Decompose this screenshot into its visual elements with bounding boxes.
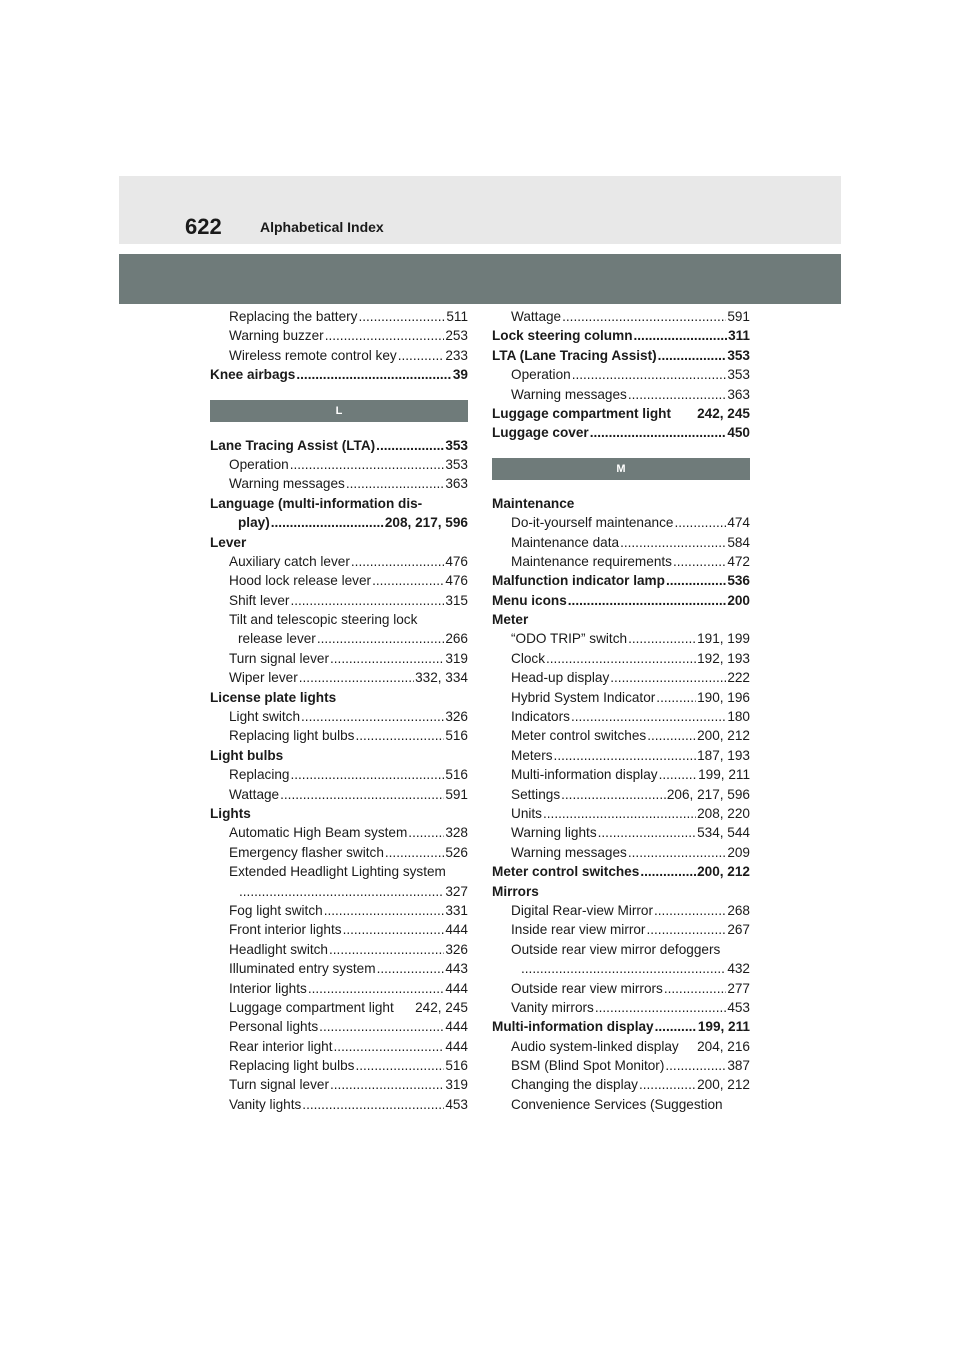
index-entry-label: Warning messages — [511, 386, 627, 402]
section-title: Alphabetical Index — [260, 219, 384, 235]
index-entry-label: Meter control switches — [511, 728, 647, 744]
index-entry-label: Replacing the battery — [229, 309, 358, 324]
index-heading: Meter — [492, 612, 529, 628]
index-entry-pages: 476 — [445, 553, 468, 569]
index-entry-label: Operation — [511, 367, 571, 383]
index-heading: Lights — [210, 805, 251, 821]
index-entry-pages: 353 — [727, 367, 750, 383]
index-entry-pages: 208, 220 — [697, 805, 750, 821]
index-entry-label: BSM (Blind Spot Monitor) — [511, 1058, 665, 1074]
index-entry — [492, 365, 750, 384]
index-entry — [210, 326, 468, 345]
index-entry-label: Maintenance requirements — [511, 553, 672, 569]
index-entry — [492, 920, 750, 939]
index-entry-label: Wattage — [511, 309, 562, 324]
index-entry — [210, 365, 468, 384]
index-entry-pages: 209 — [727, 844, 750, 860]
index-entry — [492, 823, 750, 842]
index-entry — [492, 901, 750, 920]
dot-leader — [290, 765, 444, 784]
index-entry-pages: 190, 196 — [697, 689, 750, 705]
index-entry — [492, 423, 750, 442]
index-entry — [492, 571, 750, 590]
index-entry-label: release lever — [238, 631, 316, 647]
index-entry — [492, 629, 750, 648]
dot-leader — [628, 843, 726, 862]
index-entry — [492, 746, 750, 765]
index-entry-label: Automatic High Beam system — [229, 825, 408, 841]
index-entry — [210, 707, 468, 726]
dot-leader — [673, 552, 726, 571]
index-entry-label: Units — [511, 805, 542, 821]
index-entry-label: Meter control switches — [492, 864, 640, 880]
index-heading: Language (multi-information dis- — [210, 495, 423, 511]
index-entry-pages: 200, 212 — [697, 864, 750, 880]
index-entry-label: play) — [238, 515, 270, 531]
index-entry — [492, 1017, 750, 1036]
index-entry — [492, 765, 750, 784]
index-entry-label: Digital Rear-view Mirror — [511, 902, 653, 918]
index-entry-label: Clock — [511, 650, 545, 666]
index-entry-pages: 353 — [445, 456, 468, 472]
dot-leader — [290, 591, 444, 610]
index-entry-pages: 191, 199 — [697, 631, 750, 647]
index-entry-pages: 208, 217, 596 — [384, 515, 468, 531]
index-entry-pages: 450 — [727, 425, 750, 441]
dot-leader — [654, 901, 726, 920]
index-entry-pages: 199, 211 — [698, 767, 750, 783]
index-entry-label: Turn signal lever — [229, 1077, 329, 1093]
dot-leader — [562, 307, 726, 326]
index-entry-label: Warning buzzer — [229, 328, 324, 344]
index-entry-pages: 200 — [727, 592, 750, 608]
index-entry-pages: 222 — [727, 670, 750, 686]
index-entry-label: Hood lock release lever — [229, 573, 372, 589]
index-column-right — [492, 307, 750, 1114]
index-entry-label: Fog light switch — [229, 902, 323, 918]
index-entry — [210, 959, 468, 978]
dot-leader — [280, 785, 444, 804]
index-entry-pages: 277 — [727, 980, 750, 996]
index-heading: Maintenance — [492, 495, 575, 511]
index-entry — [210, 455, 468, 474]
dot-leader — [296, 365, 452, 384]
index-entry-label: Wireless remote control key — [229, 347, 397, 363]
index-column-left — [210, 307, 468, 1114]
index-entry-label: Head-up display — [511, 670, 610, 686]
index-entry-pages: 192, 193 — [697, 650, 750, 666]
dot-leader — [658, 346, 727, 365]
index-entry-pages: 266 — [445, 631, 468, 647]
index-heading: Mirrors — [492, 883, 539, 899]
index-heading: Light bulbs — [210, 747, 284, 763]
index-entry-pages: 331 — [445, 902, 468, 918]
index-entry-label: Lock steering column — [492, 328, 633, 344]
index-entry — [210, 823, 468, 842]
index-entry-label: Shift lever — [229, 592, 290, 608]
dot-leader — [355, 1056, 444, 1075]
index-entry-label: Operation — [229, 456, 289, 472]
index-entry — [492, 404, 750, 423]
index-entry-pages: 242, 245 — [415, 999, 468, 1015]
dot-leader — [610, 668, 726, 687]
index-entry-label: Malfunction indicator lamp — [492, 573, 665, 589]
index-heading: License plate lights — [210, 689, 337, 705]
index-entry-label: Emergency flasher switch — [229, 844, 384, 860]
dot-leader — [640, 862, 696, 881]
index-entry-label: LTA (Lane Tracing Assist) — [492, 347, 657, 363]
index-entry — [492, 513, 750, 532]
index-entry — [492, 688, 750, 707]
index-entry — [492, 326, 750, 345]
dot-leader — [398, 346, 445, 365]
index-entry — [492, 533, 750, 552]
dot-leader — [639, 1075, 696, 1094]
dot-leader — [659, 765, 698, 784]
dot-leader — [308, 979, 444, 998]
index-entry — [210, 1017, 468, 1036]
index-entry — [492, 552, 750, 571]
index-entry-label: Do-it-yourself maintenance — [511, 515, 674, 531]
index-entry — [210, 571, 468, 590]
index-entry-label: Illuminated entry system — [229, 961, 376, 977]
index-entry-pages: 268 — [727, 902, 750, 918]
index-entry — [210, 552, 468, 571]
index-entry — [210, 843, 468, 862]
dot-leader — [656, 688, 696, 707]
dot-leader — [301, 707, 444, 726]
index-entry-pages: 534, 544 — [697, 825, 750, 841]
index-entry-label: Knee airbags — [210, 367, 296, 383]
index-entry — [210, 785, 468, 804]
dot-leader — [546, 649, 696, 668]
index-entry-label: Changing the display — [511, 1077, 638, 1093]
index-entry — [210, 901, 468, 920]
index-entry — [492, 707, 750, 726]
index-entry-pages: 326 — [445, 709, 468, 725]
index-entry-label: Multi-information display — [492, 1019, 654, 1035]
index-entry-label: Light switch — [229, 709, 301, 725]
index-entry-pages: 319 — [445, 650, 468, 666]
header-dark-band — [119, 254, 841, 304]
index-entry-label: Warning lights — [511, 825, 597, 841]
index-entry-label: Wattage — [229, 786, 280, 802]
index-entry-pages: 444 — [445, 922, 468, 938]
index-entry-label: Lane Tracing Assist (LTA) — [210, 437, 376, 453]
dot-leader — [271, 513, 384, 532]
index-entry-pages: 387 — [727, 1058, 750, 1074]
index-entry-pages: 39 — [452, 367, 468, 383]
dot-leader — [598, 823, 696, 842]
index-entry-label: Vanity lights — [229, 1096, 302, 1112]
dot-leader — [239, 882, 444, 901]
index-entry — [492, 862, 750, 881]
index-entry — [492, 843, 750, 862]
index-entry-pages: 536 — [727, 573, 750, 589]
index-entry-pages: 516 — [445, 767, 468, 783]
index-entry — [492, 346, 750, 365]
index-entry-label: Replacing light bulbs — [229, 1058, 355, 1074]
dot-leader — [628, 385, 726, 404]
index-entry — [492, 385, 750, 404]
index-entry-label: Multi-information display — [511, 767, 658, 783]
index-entry-label: Hybrid System Indicator — [511, 689, 656, 705]
index-entry — [210, 1075, 468, 1094]
dot-leader — [325, 326, 445, 345]
index-entry-label: Personal lights — [229, 1019, 319, 1035]
dot-leader — [329, 940, 444, 959]
dot-leader — [290, 455, 445, 474]
letter-heading: M — [492, 458, 750, 480]
index-entry-pages: 187, 193 — [697, 747, 750, 763]
index-subheading: Convenience Services (Suggestion — [511, 1096, 723, 1112]
index-entry-pages: 516 — [445, 1058, 468, 1074]
index-entry-pages: 233 — [445, 347, 468, 363]
index-entry-label: Luggage cover — [492, 425, 589, 441]
index-entry-label: Indicators — [511, 709, 570, 725]
index-entry-label: Luggage compartment light — [492, 405, 671, 421]
index-entry-label: Rear interior light — [229, 1038, 333, 1054]
index-entry — [210, 591, 468, 610]
dot-leader — [646, 920, 726, 939]
dot-leader — [358, 307, 445, 326]
index-subheading: Extended Headlight Lighting system — [229, 864, 446, 880]
dot-leader — [543, 804, 696, 823]
dot-leader — [674, 513, 726, 532]
index-entry-label: Headlight switch — [229, 941, 328, 957]
index-entry-label: Replacing light bulbs — [229, 728, 355, 744]
index-entry-pages: 315 — [445, 592, 468, 608]
dot-leader — [628, 629, 696, 648]
index-entry-pages: 253 — [445, 328, 468, 344]
page-number: 622 — [185, 214, 222, 239]
index-entry-pages: 591 — [445, 786, 468, 802]
index-entry-label: Menu icons — [492, 592, 567, 608]
index-entry-pages: 591 — [727, 309, 750, 324]
index-entry — [492, 726, 750, 745]
index-entry-pages: 180 — [727, 709, 750, 725]
index-entry-label: Warning messages — [229, 476, 345, 492]
index-entry-pages: 204, 216 — [697, 1038, 750, 1054]
index-entry-pages: 332, 334 — [415, 670, 468, 686]
index-entry — [492, 649, 750, 668]
index-entry — [492, 785, 750, 804]
index-entry-pages: 363 — [445, 476, 468, 492]
index-entry — [210, 998, 468, 1017]
index-entry — [492, 979, 750, 998]
index-entry-pages: 444 — [445, 1019, 468, 1035]
index-entry-pages: 472 — [727, 553, 750, 569]
index-entry-pages: 584 — [727, 534, 750, 550]
index-entry-pages: 327 — [445, 883, 468, 899]
index-entry — [210, 513, 468, 532]
index-entry — [492, 1056, 750, 1075]
index-entry-label: Inside rear view mirror — [511, 922, 646, 938]
index-entry-pages: 432 — [727, 961, 750, 977]
index-entry — [210, 882, 468, 901]
index-entry-pages: 444 — [445, 980, 468, 996]
index-entry-pages: 326 — [445, 941, 468, 957]
index-entry — [492, 804, 750, 823]
index-entry — [210, 920, 468, 939]
index-entry — [210, 436, 468, 455]
index-entry-label: Auxiliary catch lever — [229, 553, 350, 569]
index-heading: Lever — [210, 534, 247, 550]
index-entry — [210, 940, 468, 959]
index-entry-pages: 453 — [727, 999, 750, 1015]
index-entry-label: Warning messages — [511, 844, 627, 860]
index-entry-pages: 311 — [728, 328, 750, 344]
dot-leader — [355, 726, 444, 745]
dot-leader — [302, 1095, 444, 1114]
index-entry-label: Wiper lever — [229, 670, 298, 686]
dot-leader — [330, 649, 444, 668]
index-entry-label: “ODO TRIP” switch — [511, 631, 628, 647]
dot-leader — [377, 959, 445, 978]
dot-leader — [372, 571, 444, 590]
index-entry-pages: 443 — [445, 961, 468, 977]
index-entry-pages: 453 — [445, 1096, 468, 1112]
index-entry-pages: 267 — [727, 922, 750, 938]
dot-leader — [319, 1017, 444, 1036]
index-entry — [492, 591, 750, 610]
index-entry — [210, 979, 468, 998]
index-entry — [492, 998, 750, 1017]
index-entry-label: Turn signal lever — [229, 650, 329, 666]
dot-leader — [385, 843, 444, 862]
header-band — [119, 176, 841, 244]
index-entry-label: Settings — [511, 786, 561, 802]
dot-leader — [665, 1056, 726, 1075]
index-entry-pages: 353 — [727, 347, 750, 363]
dot-leader — [590, 423, 727, 442]
dot-leader — [408, 823, 444, 842]
index-entry — [210, 629, 468, 648]
dot-leader — [521, 959, 726, 978]
index-entry — [492, 1075, 750, 1094]
index-entry-pages: 444 — [445, 1038, 468, 1054]
index-entry — [492, 668, 750, 687]
index-entry — [492, 1037, 750, 1056]
dot-leader — [330, 1075, 444, 1094]
index-entry — [210, 649, 468, 668]
index-entry-label: Luggage compartment light — [229, 999, 394, 1015]
index-entry — [210, 726, 468, 745]
index-entry-label: Replacing — [229, 767, 290, 783]
dot-leader — [351, 552, 444, 571]
index-entry-pages: 206, 217, 596 — [666, 786, 750, 802]
index-entry-pages: 474 — [727, 515, 750, 531]
index-entry-pages: 511 — [446, 309, 468, 324]
index-entry-pages: 199, 211 — [697, 1019, 750, 1035]
dot-leader — [595, 998, 726, 1017]
index-entry-label: Meters — [511, 747, 553, 763]
index-subheading: Tilt and telescopic steering lock — [229, 612, 418, 628]
dot-leader — [334, 1037, 445, 1056]
index-entry — [210, 1095, 468, 1114]
dot-leader — [647, 726, 696, 745]
index-entry-pages: 328 — [445, 825, 468, 841]
index-entry — [210, 474, 468, 493]
dot-leader — [568, 591, 727, 610]
dot-leader — [634, 326, 728, 345]
index-entry-label: Vanity mirrors — [511, 999, 594, 1015]
index-subheading: Outside rear view mirror defoggers — [511, 941, 721, 957]
dot-leader — [317, 629, 444, 648]
index-entry-pages: 319 — [445, 1077, 468, 1093]
dot-leader — [571, 707, 726, 726]
index-entry — [210, 1037, 468, 1056]
index-entry-pages: 242, 245 — [697, 405, 750, 421]
index-entry — [210, 1056, 468, 1075]
dot-leader — [554, 746, 697, 765]
index-entry-pages: 200, 212 — [697, 728, 750, 744]
letter-heading: L — [210, 400, 468, 422]
index-entry-label: Maintenance data — [511, 534, 620, 550]
index-entry-label: Front interior lights — [229, 922, 342, 938]
index-entry-label: Audio system-linked display — [511, 1038, 679, 1054]
index-entry — [210, 307, 468, 326]
dot-leader — [572, 365, 727, 384]
dot-leader — [620, 533, 726, 552]
index-entry — [210, 668, 468, 687]
dot-leader — [655, 1017, 697, 1036]
index-entry-pages: 353 — [445, 437, 468, 453]
index-entry — [492, 959, 750, 978]
index-entry-pages: 476 — [445, 573, 468, 589]
index-entry — [210, 765, 468, 784]
dot-leader — [561, 785, 666, 804]
index-entry-pages: 516 — [445, 728, 468, 744]
dot-leader — [324, 901, 445, 920]
dot-leader — [299, 668, 414, 687]
dot-leader — [343, 920, 445, 939]
dot-leader — [666, 571, 726, 590]
index-entry — [492, 307, 750, 326]
dot-leader — [376, 436, 444, 455]
index-entry-label: Outside rear view mirrors — [511, 980, 663, 996]
dot-leader — [664, 979, 726, 998]
index-entry-pages: 526 — [445, 844, 468, 860]
dot-leader — [346, 474, 444, 493]
index-entry-pages: 363 — [727, 386, 750, 402]
index-entry-label: Interior lights — [229, 980, 307, 996]
index-entry — [210, 346, 468, 365]
index-entry-pages: 200, 212 — [697, 1077, 750, 1093]
